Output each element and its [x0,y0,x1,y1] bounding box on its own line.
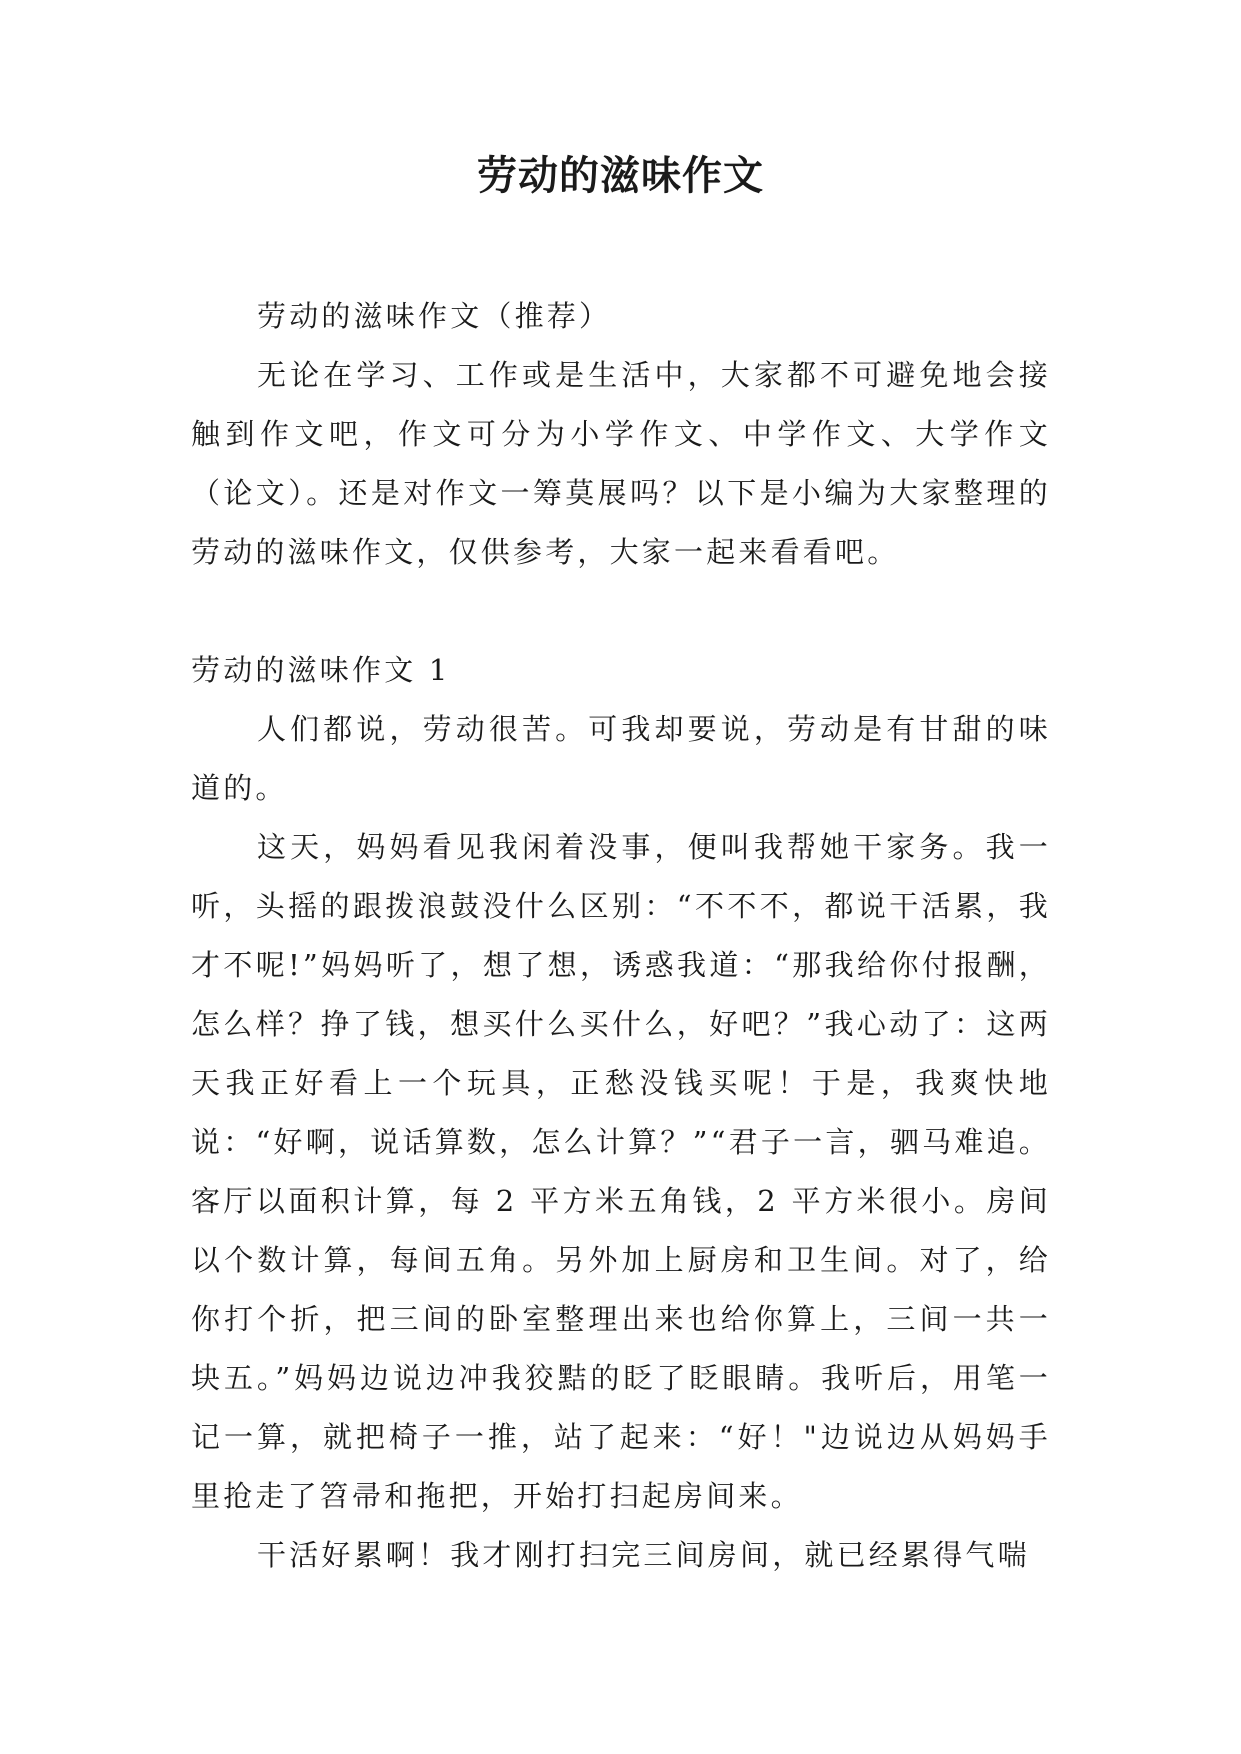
body-paragraph-2: 这天，妈妈看见我闲着没事，便叫我帮她干家务。我一听，头摇的跟拨浪鼓没什么区别：“不不不，都说干活累，我才不呢!”妈妈听了，想了想，诱惑我道：“那我给你付报酬，怎么样？挣了钱，想买什么买什么，好吧？”我心动了：这两天我正好看上一个玩具，正愁没钱买呢！于是，我爽快地说：“好啊，说话算数，怎么计算？”“君子一言，驷马难追。客厅以面积计算，每 2 平方米五角钱，2 平方米很小。房间以个数计算，每间五角。另外加上厨房和卫生间。对了，给你打个折，把三间的卧室整理出来也给你算上，三间一共一块五。”妈妈边说边冲我狡黠的眨了眨眼睛。我听后，用笔一记一算，就把椅子一推，站了起来：“好！"边说边从妈妈手里抢走了笤帚和拖把，开始打扫起房间来。 [191,830,1051,1513]
document-subtitle: 劳动的滋味作文（推荐） [257,299,612,333]
body-paragraph-3: 干活好累啊！我才刚打扫完三间房间，就已经累得气喘 [257,1538,1030,1572]
section-heading: 劳动的滋味作文 1 [191,653,451,687]
intro-paragraph: 无论在学习、工作或是生活中，大家都不可避免地会接触到作文吧，作文可分为小学作文、中学作文、大学作文（论文）。还是对作文一筹莫展吗？以下是小编为大家整理的劳动的滋味作文，仅供参考，大家一起来看看吧。 [191,358,1051,569]
document-body [191,287,1051,1585]
document-title: 劳动的滋味作文 [477,152,764,199]
body-paragraph-1: 人们都说，劳动很苦。可我却要说，劳动是有甘甜的味道的。 [191,712,1051,805]
